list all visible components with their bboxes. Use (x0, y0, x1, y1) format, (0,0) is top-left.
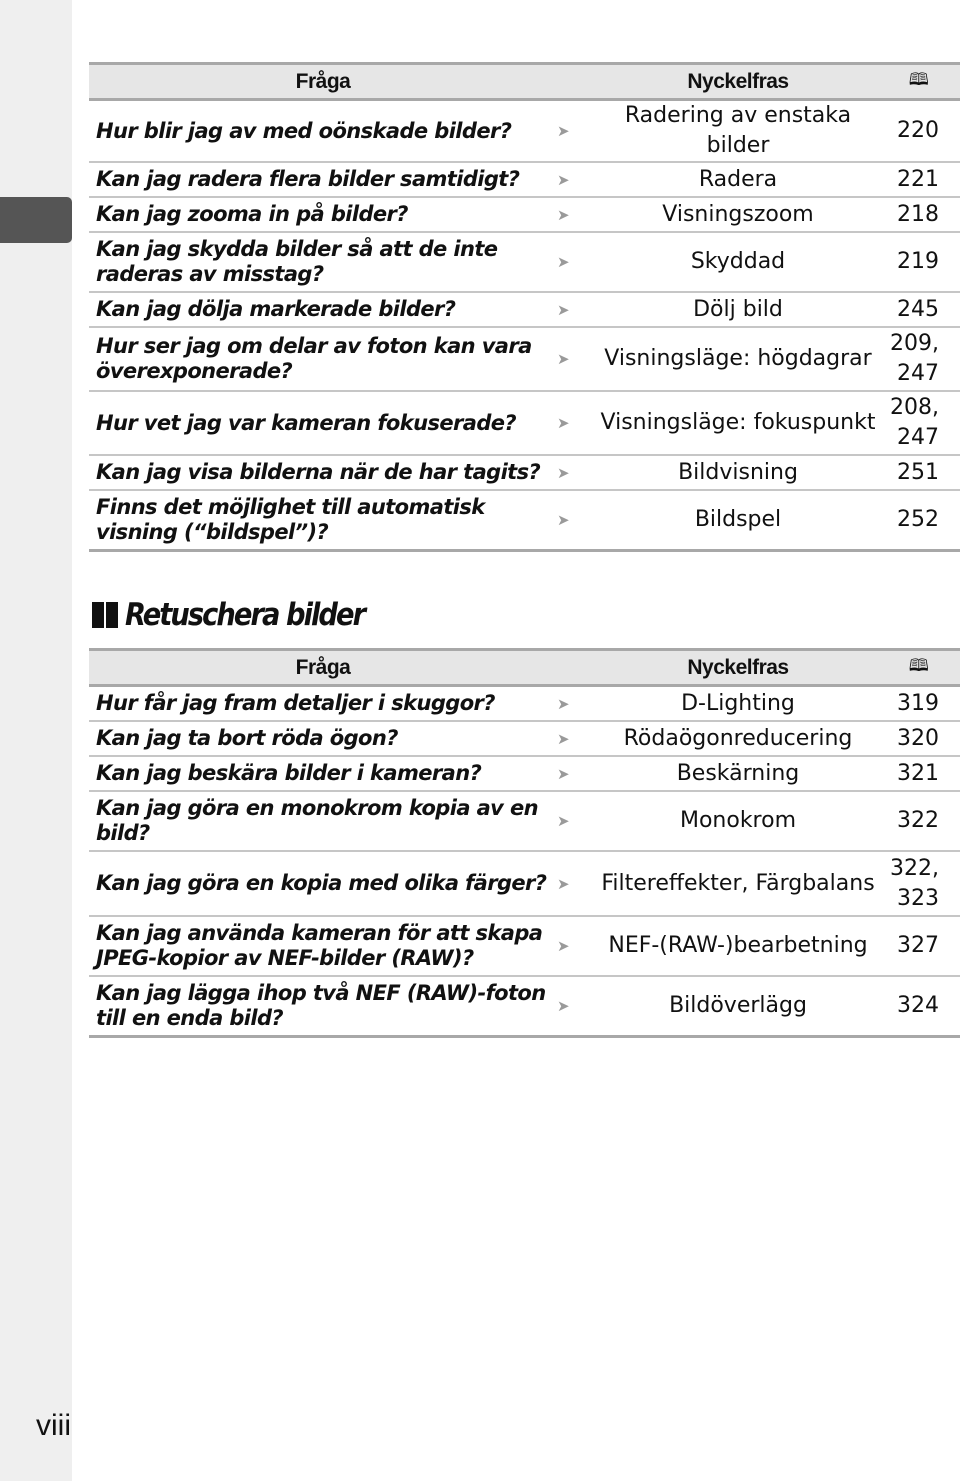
question-text: Kan jag zooma in på bilder? (89, 197, 557, 232)
header-question: Fråga (89, 64, 557, 100)
book-icon: 🕮 (908, 656, 929, 676)
keyphrase-text: Visningsläge: fokuspunkt (593, 391, 883, 455)
arrow-right-icon: ➤ (557, 756, 593, 791)
page-reference: 322 (883, 791, 960, 851)
arrow-right-icon: ➤ (557, 197, 593, 232)
keyphrase-text: Bildvisning (593, 455, 883, 490)
question-text: Hur blir jag av med oönskade bilder? (89, 100, 557, 163)
arrow-right-icon: ➤ (557, 162, 593, 197)
page-reference: 209, 247 (883, 327, 960, 391)
question-text: Kan jag dölja markerade bilder? (89, 292, 557, 327)
arrow-right-icon: ➤ (557, 391, 593, 455)
arrow-right-icon: ➤ (557, 976, 593, 1037)
page-reference: 218 (883, 197, 960, 232)
table-row (89, 851, 960, 916)
arrow-right-icon: ➤ (557, 327, 593, 391)
keyphrase-text: Beskärning (593, 756, 883, 791)
table-row (89, 916, 960, 976)
question-text: Kan jag använda kameran för att skapa JPEG-kopior av NEF-bilder (RAW)? (89, 916, 557, 976)
table-row (89, 197, 960, 232)
section-tab-marker (0, 197, 72, 243)
question-text: Kan jag göra en kopia med olika färger? (89, 851, 557, 916)
question-text: Finns det möjlighet till automatisk visning (“bildspel”)? (89, 490, 557, 551)
page-reference: 245 (883, 292, 960, 327)
question-table-retouch (89, 648, 960, 1038)
question-text: Kan jag radera flera bilder samtidigt? (89, 162, 557, 197)
keyphrase-text: Rödaögonreducering (593, 721, 883, 756)
table-row (89, 391, 960, 455)
arrow-right-icon: ➤ (557, 100, 593, 163)
question-text: Kan jag skydda bilder så att de inte raderas av misstag? (89, 232, 557, 292)
section-marker-icon (92, 602, 118, 628)
table-header-row (89, 650, 960, 686)
page-number: viii (36, 1409, 71, 1442)
page-reference: 320 (883, 721, 960, 756)
table-row (89, 455, 960, 490)
arrow-right-icon: ➤ (557, 721, 593, 756)
arrow-right-icon: ➤ (557, 686, 593, 722)
question-text: Hur får jag fram detaljer i skuggor? (89, 686, 557, 722)
header-keyphrase: Nyckelfras (593, 64, 883, 100)
arrow-right-icon: ➤ (557, 490, 593, 551)
question-text: Hur vet jag var kameran fokuserade? (89, 391, 557, 455)
page-reference: 322, 323 (883, 851, 960, 916)
table-row (89, 292, 960, 327)
book-icon: 🕮 (908, 70, 929, 90)
table-row (89, 327, 960, 391)
question-text: Kan jag ta bort röda ögon? (89, 721, 557, 756)
arrow-right-icon: ➤ (557, 455, 593, 490)
table-row (89, 162, 960, 197)
arrow-right-icon: ➤ (557, 292, 593, 327)
question-text: Kan jag lägga ihop två NEF (RAW)-foton till en enda bild? (89, 976, 557, 1037)
page-reference: 319 (883, 686, 960, 722)
table-row (89, 686, 960, 722)
page-reference: 220 (883, 100, 960, 163)
question-text: Kan jag beskära bilder i kameran? (89, 756, 557, 791)
header-keyphrase: Nyckelfras (593, 650, 883, 686)
page-reference: 251 (883, 455, 960, 490)
keyphrase-text: NEF-(RAW-)bearbetning (593, 916, 883, 976)
arrow-right-icon: ➤ (557, 916, 593, 976)
keyphrase-text: Monokrom (593, 791, 883, 851)
page-reference: 327 (883, 916, 960, 976)
keyphrase-text: D-Lighting (593, 686, 883, 722)
keyphrase-text: Visningsläge: högdagrar (593, 327, 883, 391)
table-row (89, 976, 960, 1037)
page-reference: 208, 247 (883, 391, 960, 455)
question-table-playback (89, 62, 960, 552)
keyphrase-text: Visningszoom (593, 197, 883, 232)
keyphrase-text: Bildspel (593, 490, 883, 551)
keyphrase-text: Filtereffekter, Färgbalans (593, 851, 883, 916)
header-question: Fråga (89, 650, 557, 686)
arrow-right-icon: ➤ (557, 791, 593, 851)
page-reference: 321 (883, 756, 960, 791)
keyphrase-text: Radera (593, 162, 883, 197)
question-text: Kan jag visa bilderna när de har tagits? (89, 455, 557, 490)
question-text: Kan jag göra en monokrom kopia av en bild? (89, 791, 557, 851)
table-row (89, 721, 960, 756)
table-row (89, 490, 960, 551)
arrow-right-icon: ➤ (557, 851, 593, 916)
question-text: Hur ser jag om delar av foton kan vara överexponerade? (89, 327, 557, 391)
page-reference: 252 (883, 490, 960, 551)
page-reference: 324 (883, 976, 960, 1037)
table-header-row (89, 64, 960, 100)
table-row (89, 756, 960, 791)
table-row (89, 100, 960, 163)
section-heading (92, 594, 397, 636)
page-reference: 221 (883, 162, 960, 197)
arrow-right-icon: ➤ (557, 232, 593, 292)
keyphrase-text: Bildöverlägg (593, 976, 883, 1037)
table-row (89, 232, 960, 292)
table-row (89, 791, 960, 851)
keyphrase-text: Skyddad (593, 232, 883, 292)
keyphrase-text: Dölj bild (593, 292, 883, 327)
section-heading-text: Retuschera bilder (125, 597, 365, 633)
keyphrase-text: Radering av enstaka bilder (593, 100, 883, 163)
page-reference: 219 (883, 232, 960, 292)
